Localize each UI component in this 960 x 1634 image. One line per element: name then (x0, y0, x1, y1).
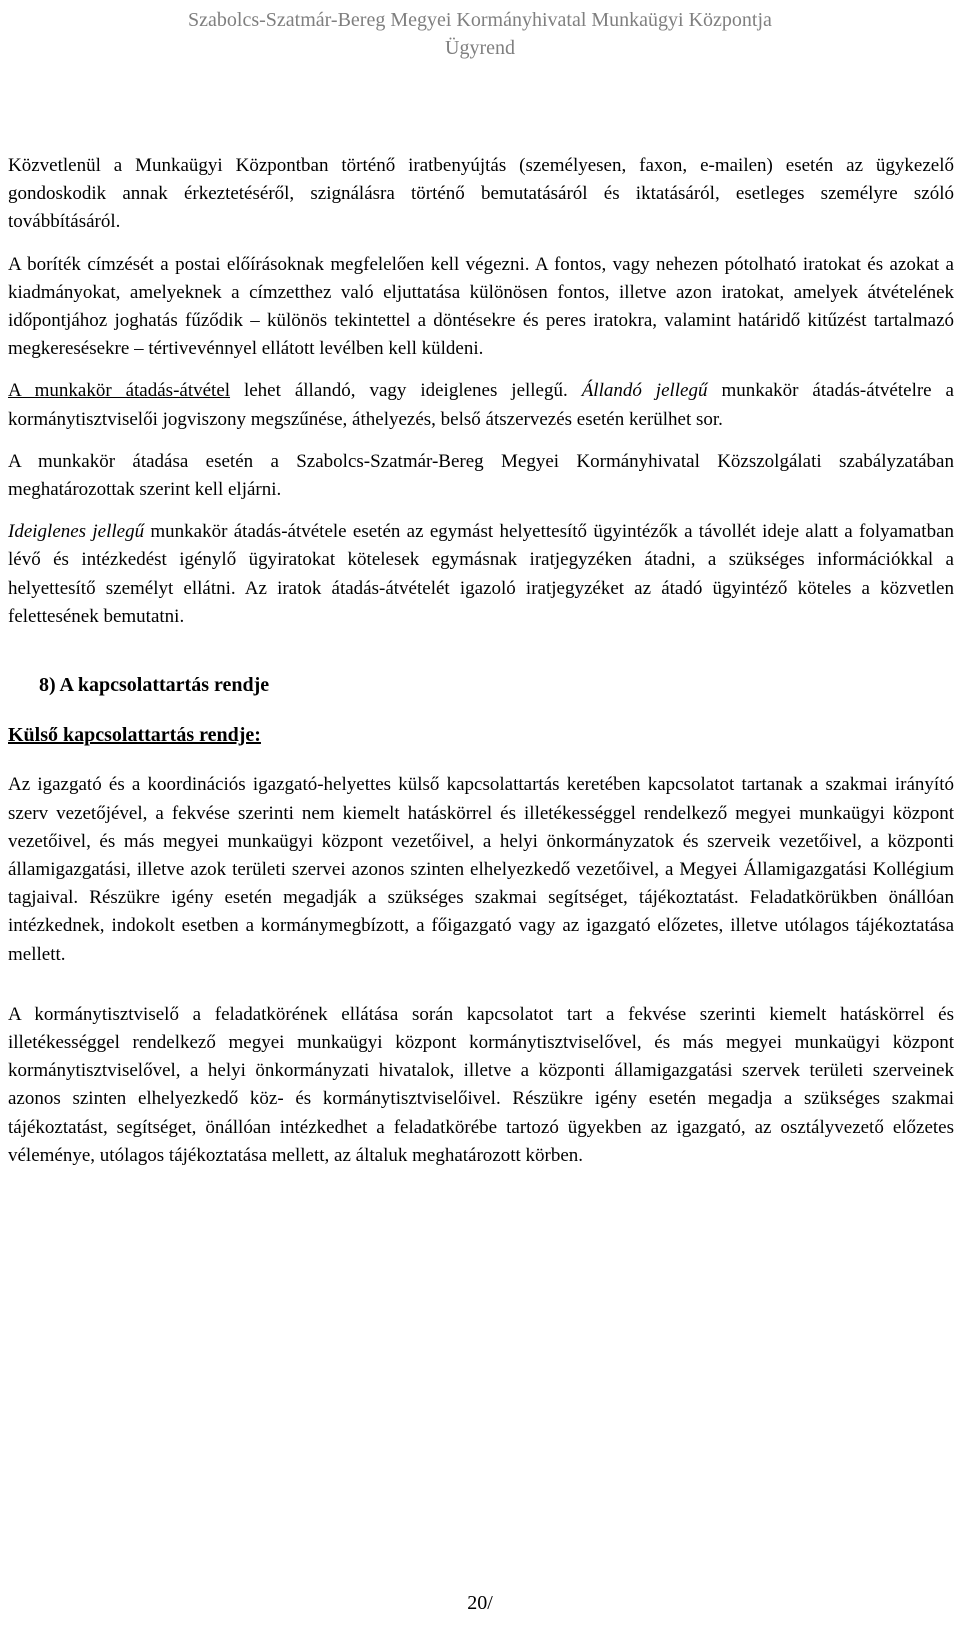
term-ideiglenes-jellegu: Ideiglenes jellegű (8, 521, 145, 543)
paragraph-iratbenyujtas: Közvetlenül a Munkaügyi Központban történő iratbenyújtás (személyesen, faxon, e-mailen) esetén az ügykezelő gondoskodik annak érkeztetéséről, szignálásra történő bemutatásáról és iktatásáról, esetleges személyre szóló továbbításáról. (8, 155, 954, 233)
paragraph-text: munkakör átadás-átvétele esetén az egymást helyettesítő ügyintézők a távollét ideje alatt a folyamatban lévő és intézkedést igénylő ügyiratokat kötelesek egymásnak iratjegyzéken átadni, a szükséges információkkal a helyettesítő személyt ellátni. Az iratok átadás-átvételét igazoló iratjegyzéket az átadó ügyintéző köteles a közvetlen felettesének bemutatni. (8, 521, 955, 627)
paragraph-ideiglenes (8, 518, 954, 631)
section-heading: 8) A kapcsolattartás rendje (39, 674, 270, 697)
subsection-heading: Külső kapcsolattartás rendje: (8, 724, 261, 747)
paragraph-text: munkakör átadás-átvételre a kormánytisztviselői jogviszony megszűnése, áthelyezés, belső átszervezés esetén kerülhet sor. (8, 380, 954, 430)
page-number: 20/ (467, 1592, 493, 1614)
paragraph-kozszolgalati-szabalyzat: A munkakör átadása esetén a Szabolcs-Szatmár-Bereg Megyei Kormányhivatal Közszolgálati szabályzatában meghatározottak szerint kell eljárni. (8, 450, 954, 501)
paragraph-kulso-kapcsolattartas: Az igazgató és a koordinációs igazgató-helyettes külső kapcsolattartás keretében kapcsolatot tartanak a szakmai irányító szerv vezetőjével, a fekvése szerinti nem kiemelt hatáskörrel és illetékességgel rendelkező megyei munkaügyi központ vezetőivel, és más megyei munkaügyi központ vezetőivel, a helyi önkormányzatok és szerveik vezetőivel, a központi államigazgatási, illetve azok területi szervei azonos szinten elhelyezkedő vezetőivel, a Megyei Államigazgatási Kollégium tagjaival. Részükre igény esetén megadják a szükséges szakmai segítséget, tájékoztatást. Feladatkörükben önállóan intézkednek, indokolt esetben a kormánymegbízott, a főigazgató vagy az igazgató előzetes, illetve utólagos tájékoztatása mellett. (8, 774, 954, 965)
paragraph-boritek: A boríték címzését a postai előírásoknak megfelelően kell végezni. A fontos, vagy nehezen pótolható iratokat és azokat a kiadmányokat, amelyeknek a címzetthez való eljuttatása különösen fontos, illetve azon iratokat, amelyek átvételének időpontjához joghatás fűződik – különös tekintettel a döntésekre és peres iratokra, valamint határidő kitűzést tartalmazó megkeresésekre – tértivevénnyel ellátott levélben kell küldeni. (8, 253, 954, 360)
paragraph-kormanytisztviselo: A kormánytisztviselő a feladatkörének ellátása során kapcsolatot tart a fekvése szerinti kiemelt hatáskörrel és illetékességgel rendelkező megyei munkaügyi központ kormánytisztviselővel, és más megyei munkaügyi központ kormánytisztviselővel, a helyi önkormányzati hivatalok, illetve a központi államigazgatási szervek területi szerveinek azonos szinten elhelyezkedő köz- és kormánytisztviselőivel. Részükre igény esetén megadja a szükséges szakmai tájékoztatást, segítséget, önállóan intézkedhet a feladatkörébe tartozó ügyekben az igazgató, az osztályvezető előzetes véleménye, utólagos tájékoztatása mellett, az általuk meghatározott körben. (8, 1003, 954, 1166)
term-allando-jellegu: Állandó jellegű (581, 380, 708, 402)
paragraph-munkakor-atadas (8, 377, 954, 433)
document-body (8, 152, 954, 1170)
term-munkakor-atadas-atvetel: A munkakör átadás-átvétel (8, 380, 231, 402)
page-header (0, 6, 960, 62)
header-subtitle: Ügyrend (445, 37, 515, 59)
paragraph-text: lehet állandó, vagy ideiglenes jellegű. (230, 380, 582, 402)
header-title: Szabolcs-Szatmár-Bereg Megyei Kormányhivatal Munkaügyi Központja (188, 9, 772, 31)
